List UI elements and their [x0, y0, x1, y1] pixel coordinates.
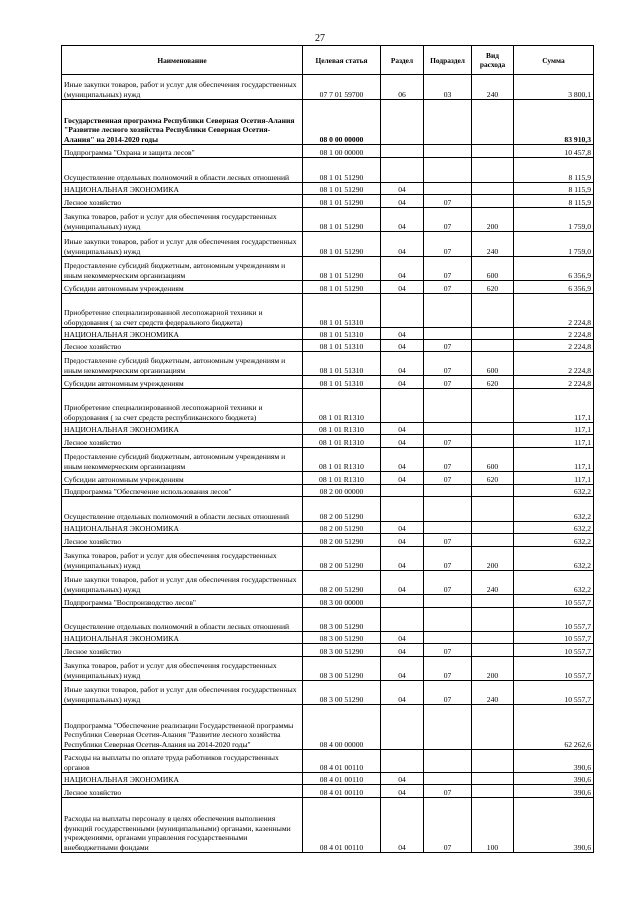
- row-expense-type: 100: [472, 798, 514, 853]
- row-name: Иные закупки товаров, работ и услуг для обеспечения государственных (муниципальных) нужд: [62, 681, 303, 705]
- row-section: 04: [381, 232, 424, 257]
- row-target: 08 1 01 51310: [303, 352, 381, 376]
- row-section: [381, 485, 424, 497]
- row-subsection: [424, 100, 472, 145]
- row-amount: 632,2: [514, 547, 594, 571]
- row-expense-type: 200: [472, 208, 514, 232]
- row-subsection: 07: [424, 281, 472, 294]
- row-subsection: 07: [424, 376, 472, 389]
- row-amount: 10 557,7: [514, 632, 594, 644]
- row-section: 04: [381, 352, 424, 376]
- row-target: 08 3 00 51290: [303, 632, 381, 644]
- row-target: 08 1 01 51290: [303, 208, 381, 232]
- row-subsection: [424, 328, 472, 340]
- header-amount: Сумма: [514, 46, 594, 75]
- row-name: Иные закупки товаров, работ и услуг для обеспечения государственных (муниципальных) нужд: [62, 571, 303, 595]
- row-subsection: 07: [424, 435, 472, 448]
- row-expense-type: [472, 328, 514, 340]
- row-name: НАЦИОНАЛЬНАЯ ЭКОНОМИКА: [62, 183, 303, 195]
- row-name: НАЦИОНАЛЬНАЯ ЭКОНОМИКА: [62, 632, 303, 644]
- row-subsection: [424, 497, 472, 522]
- row-section: [381, 389, 424, 423]
- row-section: [381, 294, 424, 328]
- row-expense-type: [472, 705, 514, 750]
- row-amount: 632,2: [514, 497, 594, 522]
- row-amount: 2 224,8: [514, 294, 594, 328]
- row-subsection: [424, 145, 472, 158]
- row-name: Иные закупки товаров, работ и услуг для обеспечения государственных (муниципальных) нужд: [62, 75, 303, 100]
- row-name: Лесное хозяйство: [62, 435, 303, 448]
- row-subsection: [424, 294, 472, 328]
- row-section: 04: [381, 195, 424, 208]
- row-name: Предоставление субсидий бюджетным, автономным учреждениям и иным некоммерческим организациям: [62, 448, 303, 472]
- row-subsection: 07: [424, 798, 472, 853]
- table-row: [62, 448, 594, 472]
- row-target: 08 1 00 00000: [303, 145, 381, 158]
- row-amount: 10 557,7: [514, 644, 594, 657]
- table-row: [62, 423, 594, 435]
- table-row: [62, 522, 594, 534]
- row-subsection: [424, 158, 472, 183]
- row-name: Субсидии автономным учреждениям: [62, 376, 303, 389]
- row-amount: 10 557,7: [514, 595, 594, 608]
- row-name: Субсидии автономным учреждениям: [62, 472, 303, 485]
- row-section: 04: [381, 208, 424, 232]
- row-amount: 10 557,7: [514, 657, 594, 681]
- row-section: [381, 595, 424, 608]
- row-amount: 117,1: [514, 435, 594, 448]
- row-expense-type: [472, 100, 514, 145]
- row-amount: 2 224,8: [514, 352, 594, 376]
- row-amount: 117,1: [514, 448, 594, 472]
- row-subsection: [424, 423, 472, 435]
- row-subsection: 07: [424, 232, 472, 257]
- row-target: 08 2 00 51290: [303, 571, 381, 595]
- row-amount: 3 800,1: [514, 75, 594, 100]
- row-subsection: [424, 632, 472, 644]
- row-name: Осуществление отдельных полномочий в области лесных отношений: [62, 497, 303, 522]
- row-target: 08 1 01 51310: [303, 340, 381, 352]
- row-target: 08 3 00 00000: [303, 595, 381, 608]
- row-section: 04: [381, 534, 424, 547]
- row-subsection: [424, 750, 472, 773]
- row-amount: 632,2: [514, 571, 594, 595]
- row-subsection: 07: [424, 195, 472, 208]
- row-expense-type: [472, 497, 514, 522]
- header-subsection: Подраздел: [424, 46, 472, 75]
- row-target: 08 1 01 51290: [303, 281, 381, 294]
- row-name: НАЦИОНАЛЬНАЯ ЭКОНОМИКА: [62, 328, 303, 340]
- row-section: 04: [381, 571, 424, 595]
- row-expense-type: [472, 750, 514, 773]
- table-row: [62, 340, 594, 352]
- row-amount: 632,2: [514, 522, 594, 534]
- row-name: Приобретение специализированной лесопожарной техники и оборудования ( за счет средств федерального бюджета): [62, 294, 303, 328]
- row-target: 08 4 01 00110: [303, 750, 381, 773]
- row-amount: 2 224,8: [514, 328, 594, 340]
- row-section: [381, 497, 424, 522]
- table-row: [62, 145, 594, 158]
- row-subsection: [424, 183, 472, 195]
- row-expense-type: 240: [472, 681, 514, 705]
- table-row: [62, 595, 594, 608]
- row-subsection: 07: [424, 448, 472, 472]
- row-expense-type: 600: [472, 352, 514, 376]
- table-row: [62, 183, 594, 195]
- row-target: 08 1 01 51310: [303, 328, 381, 340]
- row-name: НАЦИОНАЛЬНАЯ ЭКОНОМИКА: [62, 423, 303, 435]
- row-target: 08 3 00 51290: [303, 644, 381, 657]
- table-row: [62, 100, 594, 145]
- table-row: [62, 497, 594, 522]
- row-expense-type: [472, 595, 514, 608]
- row-subsection: [424, 595, 472, 608]
- table-row: [62, 644, 594, 657]
- row-amount: 1 759,0: [514, 208, 594, 232]
- row-target: 08 1 01 51310: [303, 376, 381, 389]
- table-row: [62, 705, 594, 750]
- row-expense-type: [472, 158, 514, 183]
- table-header-row: [62, 46, 594, 75]
- row-amount: 632,2: [514, 534, 594, 547]
- row-target: 08 1 01 R1310: [303, 472, 381, 485]
- table-row: [62, 195, 594, 208]
- row-target: 08 1 01 R1310: [303, 435, 381, 448]
- row-subsection: 07: [424, 681, 472, 705]
- row-expense-type: [472, 195, 514, 208]
- row-expense-type: [472, 423, 514, 435]
- row-section: 04: [381, 435, 424, 448]
- row-target: 08 2 00 51290: [303, 547, 381, 571]
- row-subsection: 07: [424, 657, 472, 681]
- row-amount: 390,6: [514, 773, 594, 785]
- row-expense-type: 600: [472, 448, 514, 472]
- row-section: 04: [381, 547, 424, 571]
- row-expense-type: 240: [472, 232, 514, 257]
- table-row: [62, 534, 594, 547]
- row-amount: 390,6: [514, 785, 594, 798]
- row-expense-type: [472, 785, 514, 798]
- row-name: Лесное хозяйство: [62, 195, 303, 208]
- table-row: [62, 257, 594, 281]
- row-name: Закупка товаров, работ и услуг для обеспечения государственных (муниципальных) нужд: [62, 657, 303, 681]
- row-section: 04: [381, 785, 424, 798]
- table-row: [62, 328, 594, 340]
- row-section: 04: [381, 328, 424, 340]
- table-row: [62, 571, 594, 595]
- table-row: [62, 389, 594, 423]
- row-expense-type: [472, 340, 514, 352]
- row-target: 08 3 00 51290: [303, 608, 381, 632]
- row-section: 04: [381, 183, 424, 195]
- row-target: 08 1 01 51290: [303, 158, 381, 183]
- row-name: Расходы на выплаты персоналу в целях обеспечения выполнения функций государственными (муниципальными) органами, казенными учреждениями, органами управления государственными внебюджетными фондами: [62, 798, 303, 853]
- row-subsection: 07: [424, 257, 472, 281]
- header-name: Наименование: [62, 46, 303, 75]
- row-subsection: 07: [424, 785, 472, 798]
- table-row: [62, 681, 594, 705]
- table-row: [62, 632, 594, 644]
- row-amount: 390,6: [514, 798, 594, 853]
- row-expense-type: 200: [472, 657, 514, 681]
- row-subsection: [424, 773, 472, 785]
- table-body: [62, 75, 594, 853]
- row-target: 08 4 01 00110: [303, 798, 381, 853]
- row-expense-type: 620: [472, 472, 514, 485]
- row-name: Предоставление субсидий бюджетным, автономным учреждениям и иным некоммерческим организациям: [62, 352, 303, 376]
- table-row: [62, 158, 594, 183]
- row-target: 08 1 01 R1310: [303, 448, 381, 472]
- table-row: [62, 352, 594, 376]
- row-section: 04: [381, 423, 424, 435]
- row-section: [381, 145, 424, 158]
- table-row: [62, 773, 594, 785]
- row-expense-type: [472, 632, 514, 644]
- row-expense-type: [472, 435, 514, 448]
- row-target: 08 1 01 R1310: [303, 423, 381, 435]
- row-name: Лесное хозяйство: [62, 534, 303, 547]
- row-expense-type: [472, 145, 514, 158]
- budget-table: [61, 45, 594, 853]
- row-expense-type: [472, 183, 514, 195]
- row-target: 08 1 01 51290: [303, 195, 381, 208]
- header-section: Раздел: [381, 46, 424, 75]
- row-target: 08 1 01 51290: [303, 257, 381, 281]
- row-subsection: 07: [424, 644, 472, 657]
- row-expense-type: 240: [472, 75, 514, 100]
- row-expense-type: [472, 534, 514, 547]
- row-expense-type: [472, 522, 514, 534]
- row-target: 08 4 00 00000: [303, 705, 381, 750]
- row-subsection: 07: [424, 571, 472, 595]
- row-section: 04: [381, 681, 424, 705]
- row-amount: 8 115,9: [514, 183, 594, 195]
- row-name: Субсидии автономным учреждениям: [62, 281, 303, 294]
- row-target: 08 3 00 51290: [303, 681, 381, 705]
- row-target: 08 1 01 51310: [303, 294, 381, 328]
- row-amount: 10 457,8: [514, 145, 594, 158]
- row-target: 08 1 01 51290: [303, 183, 381, 195]
- row-amount: 117,1: [514, 423, 594, 435]
- row-name: Лесное хозяйство: [62, 340, 303, 352]
- row-subsection: [424, 705, 472, 750]
- row-target: 08 4 01 00110: [303, 773, 381, 785]
- table-row: [62, 232, 594, 257]
- row-expense-type: 620: [472, 281, 514, 294]
- row-expense-type: [472, 485, 514, 497]
- row-subsection: 07: [424, 208, 472, 232]
- row-subsection: 07: [424, 340, 472, 352]
- row-expense-type: 200: [472, 547, 514, 571]
- row-target: 08 2 00 51290: [303, 534, 381, 547]
- table-row: [62, 785, 594, 798]
- row-amount: 2 224,8: [514, 340, 594, 352]
- row-target: 08 1 01 51290: [303, 232, 381, 257]
- row-subsection: [424, 522, 472, 534]
- row-section: 04: [381, 472, 424, 485]
- header-expense-type: Вид расхода: [472, 46, 514, 75]
- row-amount: 83 910,3: [514, 100, 594, 145]
- row-amount: 632,2: [514, 485, 594, 497]
- row-subsection: [424, 608, 472, 632]
- row-section: 04: [381, 281, 424, 294]
- row-section: 04: [381, 340, 424, 352]
- row-subsection: 07: [424, 472, 472, 485]
- row-name: Иные закупки товаров, работ и услуг для обеспечения государственных (муниципальных) нужд: [62, 232, 303, 257]
- table-row: [62, 281, 594, 294]
- row-name: Подпрограмма "Обеспечение использования лесов": [62, 485, 303, 497]
- row-section: 04: [381, 448, 424, 472]
- row-name: Предоставление субсидий бюджетным, автономным учреждениям и иным некоммерческим организациям: [62, 257, 303, 281]
- row-amount: 2 224,8: [514, 376, 594, 389]
- row-amount: 6 356,9: [514, 257, 594, 281]
- row-target: 08 2 00 00000: [303, 485, 381, 497]
- row-expense-type: [472, 608, 514, 632]
- row-name: Подпрограмма "Воспроизводство лесов": [62, 595, 303, 608]
- row-section: 04: [381, 257, 424, 281]
- row-name: Подпрограмма "Охрана и защита лесов": [62, 145, 303, 158]
- table-row: [62, 750, 594, 773]
- row-name: Лесное хозяйство: [62, 644, 303, 657]
- table-row: [62, 75, 594, 100]
- row-section: 04: [381, 798, 424, 853]
- row-section: [381, 608, 424, 632]
- row-amount: 62 262,6: [514, 705, 594, 750]
- row-target: 07 7 01 59700: [303, 75, 381, 100]
- row-subsection: 07: [424, 534, 472, 547]
- row-section: 04: [381, 522, 424, 534]
- row-amount: 10 557,7: [514, 681, 594, 705]
- row-subsection: 07: [424, 352, 472, 376]
- row-target: 08 4 01 00110: [303, 785, 381, 798]
- header-target: Целевая статья: [303, 46, 381, 75]
- row-expense-type: [472, 773, 514, 785]
- row-target: 08 3 00 51290: [303, 657, 381, 681]
- row-amount: 117,1: [514, 389, 594, 423]
- row-name: Осуществление отдельных полномочий в области лесных отношений: [62, 608, 303, 632]
- row-name: Приобретение специализированной лесопожарной техники и оборудования ( за счет средств республиканского бюджета): [62, 389, 303, 423]
- row-amount: 1 759,0: [514, 232, 594, 257]
- row-name: Лесное хозяйство: [62, 785, 303, 798]
- table-row: [62, 485, 594, 497]
- row-section: 04: [381, 773, 424, 785]
- row-section: 04: [381, 376, 424, 389]
- row-expense-type: 620: [472, 376, 514, 389]
- row-expense-type: [472, 389, 514, 423]
- row-target: 08 2 00 51290: [303, 522, 381, 534]
- row-name: Расходы на выплаты по оплате труда работников государственных органов: [62, 750, 303, 773]
- row-amount: 390,6: [514, 750, 594, 773]
- row-amount: 117,1: [514, 472, 594, 485]
- row-section: 04: [381, 632, 424, 644]
- table-row: [62, 547, 594, 571]
- row-name: НАЦИОНАЛЬНАЯ ЭКОНОМИКА: [62, 522, 303, 534]
- row-section: 04: [381, 657, 424, 681]
- row-amount: 10 557,7: [514, 608, 594, 632]
- row-target: 08 2 00 51290: [303, 497, 381, 522]
- row-section: 04: [381, 644, 424, 657]
- row-subsection: [424, 389, 472, 423]
- row-section: [381, 750, 424, 773]
- row-section: [381, 158, 424, 183]
- row-name: Осуществление отдельных полномочий в области лесных отношений: [62, 158, 303, 183]
- row-amount: 6 356,9: [514, 281, 594, 294]
- table-row: [62, 208, 594, 232]
- row-name: Закупка товаров, работ и услуг для обеспечения государственных (муниципальных) нужд: [62, 547, 303, 571]
- table-row: [62, 472, 594, 485]
- row-expense-type: [472, 644, 514, 657]
- table-row: [62, 294, 594, 328]
- row-section: [381, 100, 424, 145]
- row-name: Подпрограмма "Обеспечение реализации Государственной программы Республики Северная Осетия-Алания "Развитие лесного хозяйства Республики Северная Осетия-Алания на 2014-2020 годы": [62, 705, 303, 750]
- row-section: [381, 705, 424, 750]
- page-number: 27: [315, 33, 325, 44]
- row-target: 08 1 01 R1310: [303, 389, 381, 423]
- row-amount: 8 115,9: [514, 158, 594, 183]
- row-amount: 8 115,9: [514, 195, 594, 208]
- row-subsection: [424, 485, 472, 497]
- row-subsection: 03: [424, 75, 472, 100]
- row-section: 06: [381, 75, 424, 100]
- row-expense-type: 240: [472, 571, 514, 595]
- row-expense-type: [472, 294, 514, 328]
- table-row: [62, 798, 594, 853]
- row-subsection: 07: [424, 547, 472, 571]
- table-row: [62, 657, 594, 681]
- table-row: [62, 435, 594, 448]
- row-name: НАЦИОНАЛЬНАЯ ЭКОНОМИКА: [62, 773, 303, 785]
- row-name: Государственная программа Республики Северная Осетия-Алания "Развитие лесного хозяйства Республики Северная Осетия-Алания" на 2014-2020 годы: [62, 100, 303, 145]
- row-target: 08 0 00 00000: [303, 100, 381, 145]
- table-row: [62, 608, 594, 632]
- table-row: [62, 376, 594, 389]
- row-name: Закупка товаров, работ и услуг для обеспечения государственных (муниципальных) нужд: [62, 208, 303, 232]
- row-expense-type: 600: [472, 257, 514, 281]
